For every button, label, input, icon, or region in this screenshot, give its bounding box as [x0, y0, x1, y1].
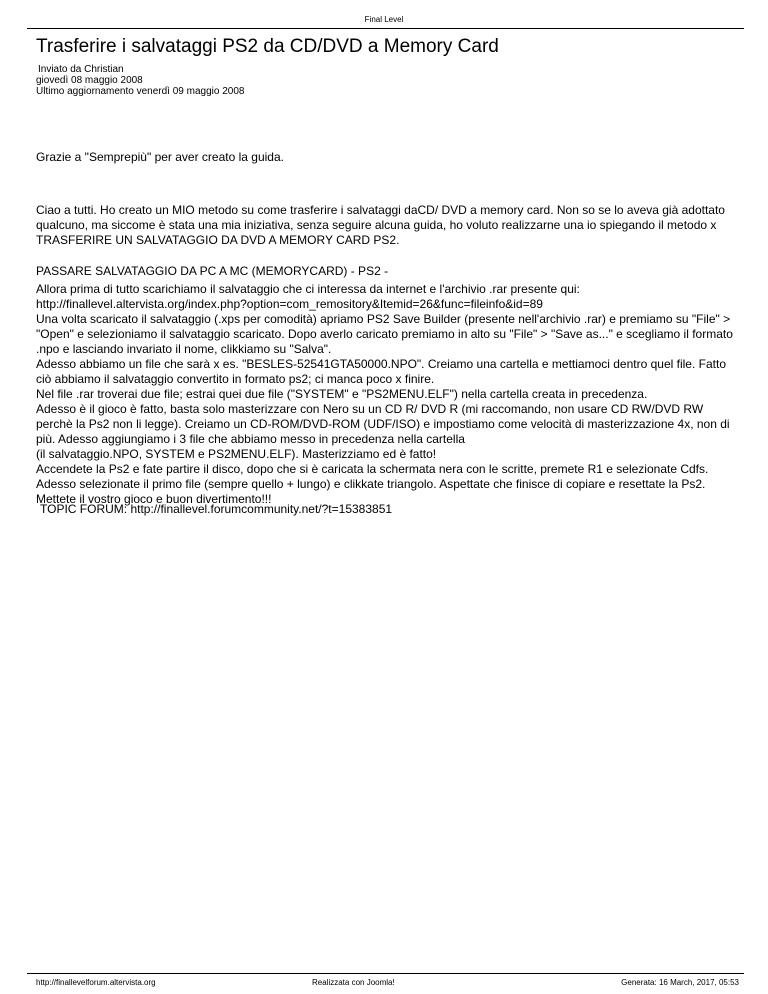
footer-generated-date: Generata: 16 March, 2017, 05:53 — [621, 978, 739, 987]
instruction-line: Adesso è il gioco è fatto, basta solo masterizzare con Nero su un CD R/ DVD R (mi raccomando, non usare CD RW/DVD RW perchè la Ps2 non li legge). Creiamo un CD-ROM/DVD-ROM (UDF/ISO) e impostiamo come velocità di masterizzazione 4x, non di più. Adesso aggiungiamo i 3 file che abbiamo messo in precedenza nella cartella — [36, 402, 730, 446]
article-meta — [36, 64, 244, 97]
footer-site-url: http://finallevelforum.altervista.org — [36, 978, 156, 987]
instruction-line: Adesso abbiamo un file che sarà x es. "BESLES-52541GTA50000.NPO". Creiamo una cartella e mettiamoci dentro quel file. Fatto ciò abbiamo il salvataggio convertito in formato ps2; ci manca poco x finire. — [36, 357, 726, 386]
article-title: Trasferire i salvataggi PS2 da CD/DVD a Memory Card — [36, 36, 499, 57]
header-divider — [27, 28, 744, 29]
instruction-line: Accendete la Ps2 e fate partire il disco, dopo che si è caricata la schermata nera con le scritte, premete R1 e selezionate Cdfs. Adesso selezionate il primo file (sempre quello + lungo) e clikkate triangolo. Aspettate che finisce di copiare e resettate la Ps2. Mettete il vostro gioco e buon divertimento!!! — [36, 462, 709, 506]
thanks-paragraph: Grazie a "Semprepiù" per aver creato la guida. — [36, 150, 284, 164]
last-updated: Ultimo aggiornamento venerdì 09 maggio 2008 — [36, 86, 245, 97]
publish-date: giovedì 08 maggio 2008 — [36, 75, 143, 86]
footer-divider — [27, 973, 744, 974]
section-heading: PASSARE SALVATAGGIO DA PC A MC (MEMORYCARD) - PS2 - — [36, 264, 389, 278]
download-link: http://finallevel.altervista.org/index.php?option=com_remository&Itemid=26&func=fileinfo&id=89 — [36, 297, 543, 311]
instruction-line: (il salvataggio.NPO, SYSTEM e PS2MENU.ELF). Masterizziamo ed è fatto! — [36, 447, 437, 461]
instruction-line: Una volta scaricato il salvataggio (.xps per comodità) apriamo PS2 Save Builder (presente nell'archivio .rar) e premiamo su "File" > "Open" e selezioniamo il salvataggio scaricato. Dopo averlo caricato premiamo in alto su "File" > "Save as..." e scegliamo il formato .npo e lasciando invariato il nome, clikkiamo su "Salva". — [36, 312, 733, 356]
instruction-line: Nel file .rar troverai due file; estrai quei due file ("SYSTEM" e "PS2MENU.ELF") nella cartella creata in precedenza. — [36, 387, 648, 401]
topic-forum-link: TOPIC FORUM: http://finallevel.forumcommunity.net/?t=15383851 — [40, 502, 393, 516]
instructions-block — [36, 282, 736, 507]
intro-paragraph: Ciao a tutti. Ho creato un MIO metodo su come trasferire i salvataggi daCD/ DVD a memory card. Non so se lo aveva già adottato qualcuno, ma siccome è stata una mia iniziativa, senza seguire alcuna guida, ho voluto realizzarne una io spiegando il metodo x TRASFERIRE UN SALVATAGGIO DA DVD A MEMORY CARD PS2. — [36, 203, 725, 247]
site-header-label: Final Level — [364, 15, 404, 24]
instruction-line: Allora prima di tutto scarichiamo il salvataggio che ci interessa da internet e l'archivio .rar presente qui: — [36, 282, 580, 296]
author-line: Inviato da Christian — [38, 64, 124, 75]
footer-powered-by: Realizzata con Joomla! — [312, 978, 395, 987]
